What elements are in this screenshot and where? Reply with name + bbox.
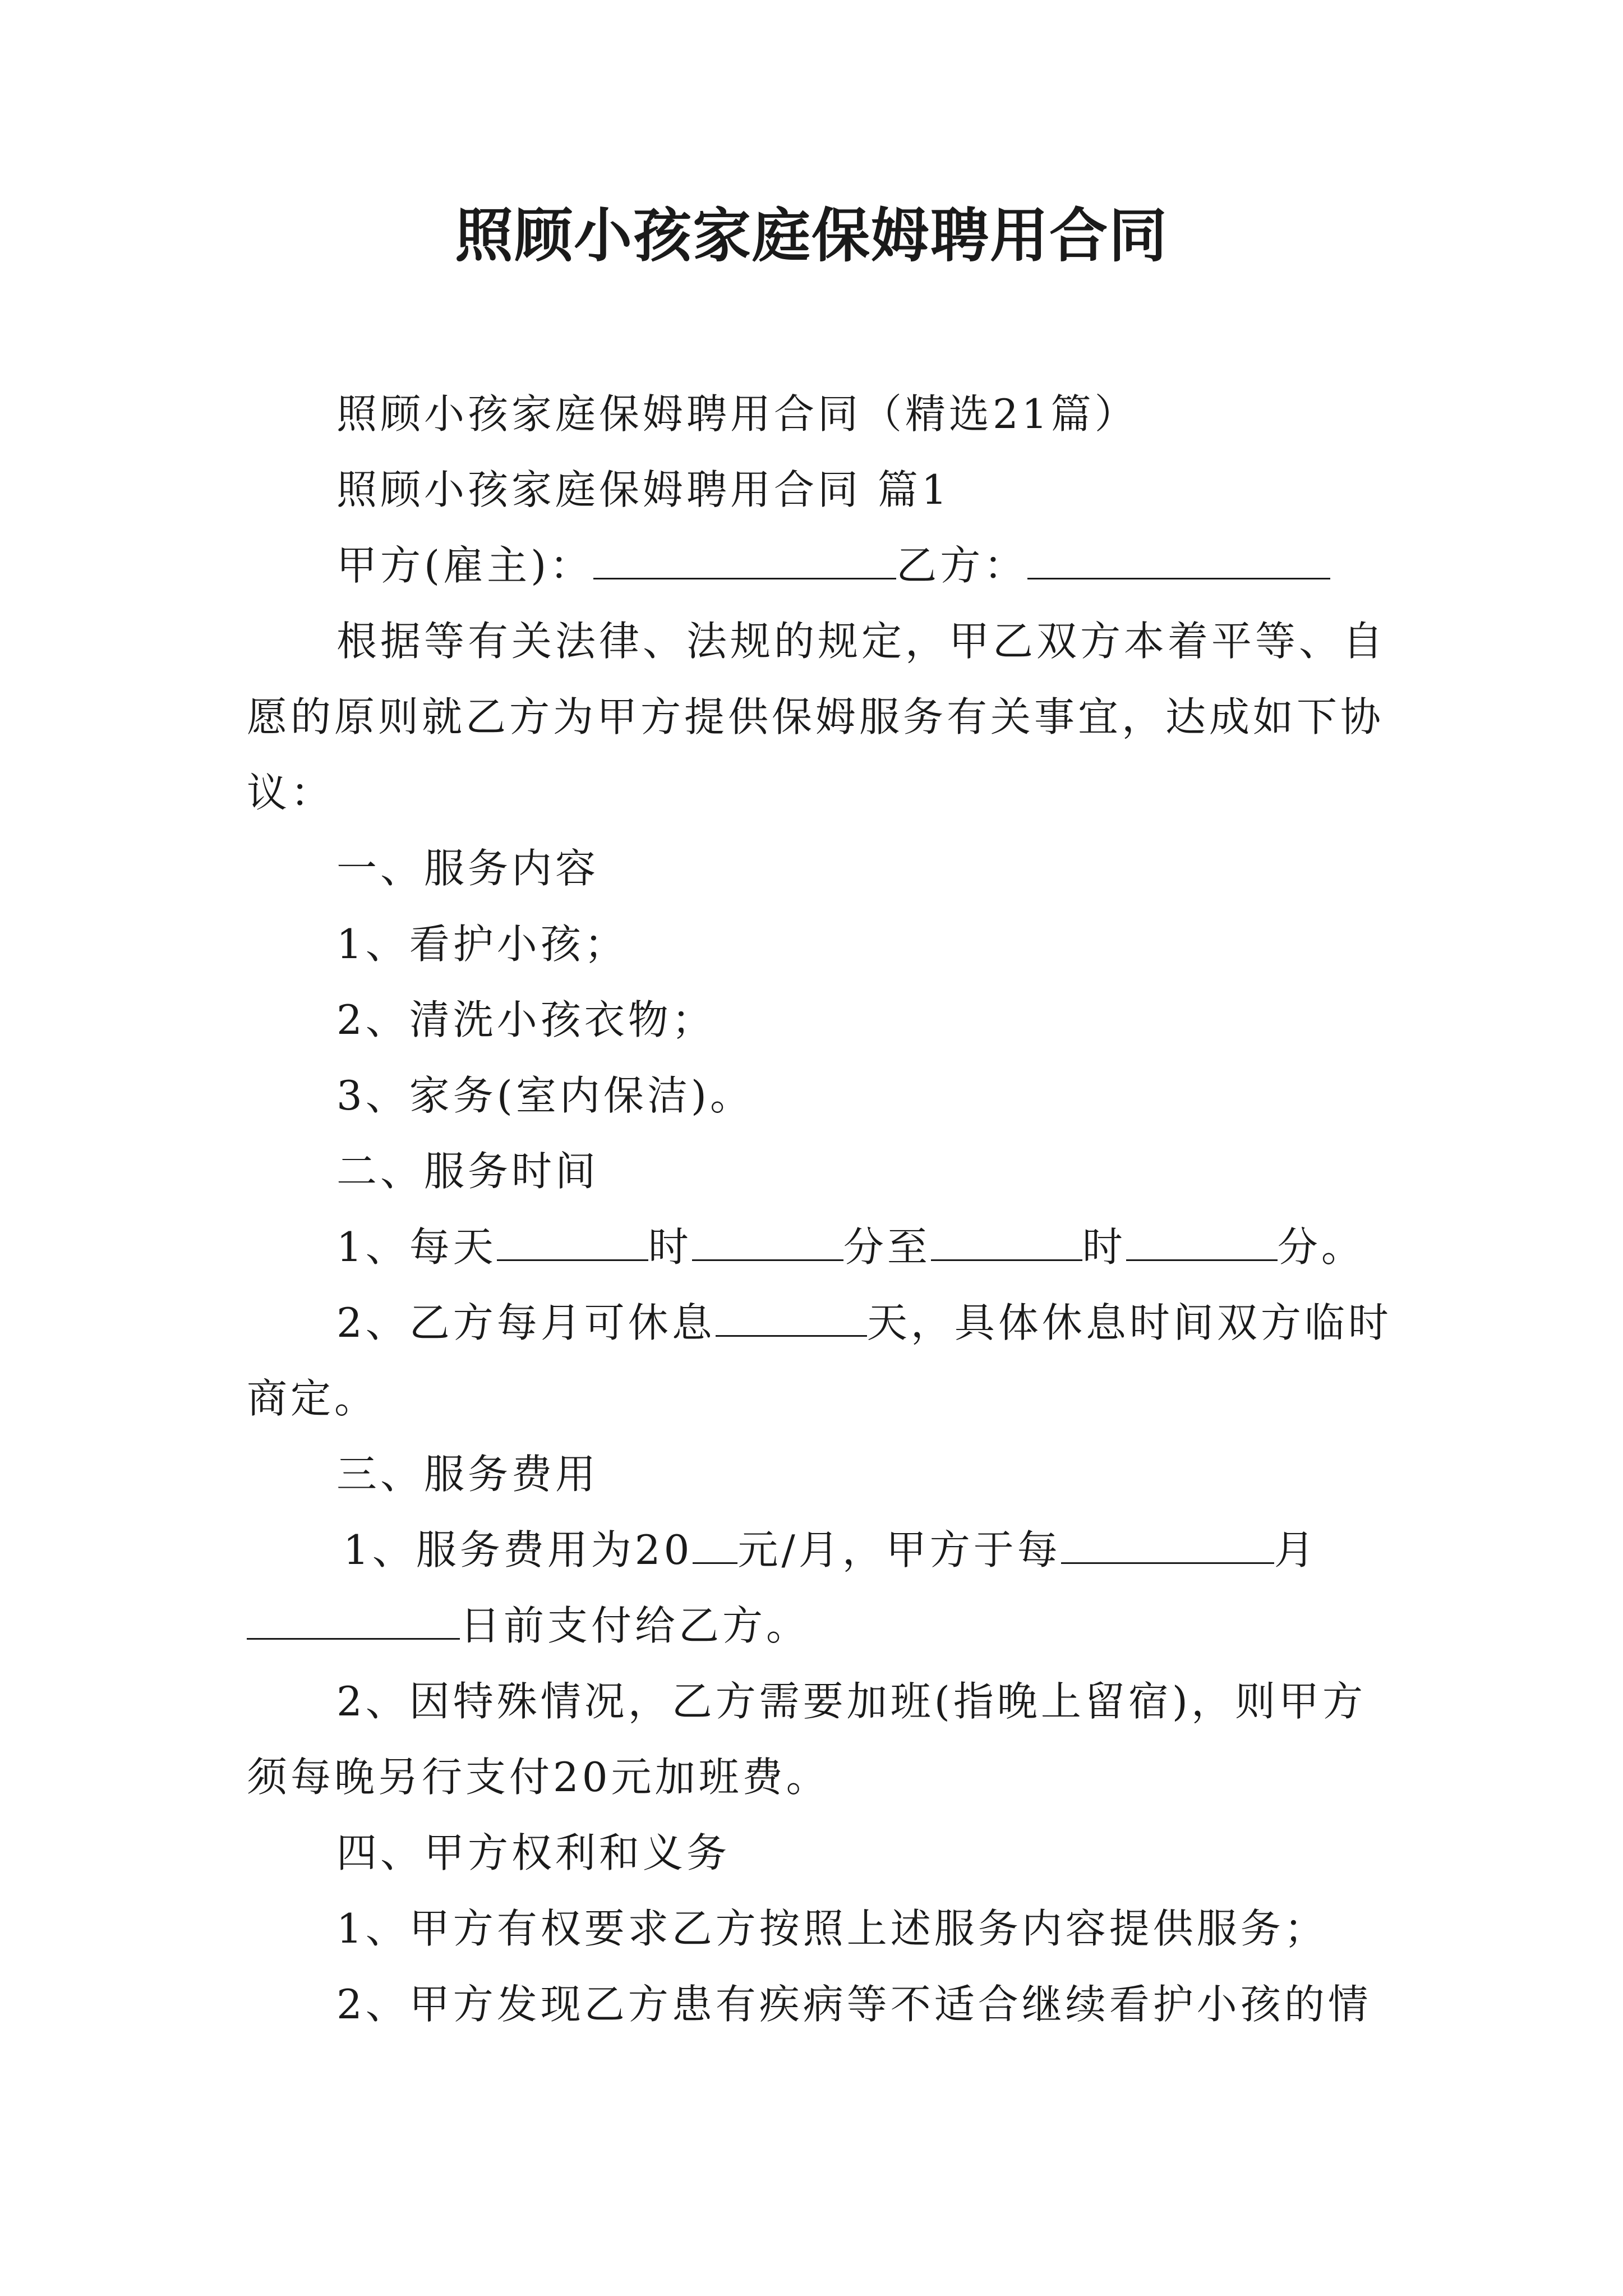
start-hour-blank: [497, 1220, 648, 1261]
paragraph-line: 愿的原则就乙方为甲方提供保姆服务有关事宜，达成如下协: [247, 693, 1385, 740]
fee-blank: [693, 1523, 737, 1564]
paragraph-line: 须每晚另行支付20元加班费。: [247, 1754, 830, 1801]
list-item-line: 1、看护小孩；: [336, 921, 628, 968]
section-heading-line: 二、服务时间: [336, 1148, 600, 1195]
hour-label: 时: [648, 1223, 692, 1271]
section-heading-line: 照顾小孩家庭保姆聘用合同 篇1: [336, 466, 951, 513]
party-a-label: 甲方(雇主)：: [336, 542, 594, 589]
list-item-line: 3、家务(室内保洁)。: [336, 1072, 754, 1119]
party-a-blank: [593, 539, 896, 579]
paragraph-line: 根据等有关法律、法规的规定，甲乙双方本着平等、自: [336, 618, 1387, 665]
rest-days-prefix: 2、乙方每月可休息: [336, 1299, 716, 1346]
section-heading-line: 一、服务内容: [336, 845, 600, 892]
list-item-line: 2、甲方发现乙方患有疾病等不适合继续看护小孩的情: [336, 1981, 1372, 2028]
minute-to-label: 分至: [843, 1223, 931, 1271]
minute-label: 分。: [1277, 1223, 1365, 1271]
party-b-blank: [1027, 539, 1330, 579]
pay-day-line: [247, 1599, 1385, 1653]
end-minute-blank: [1126, 1220, 1278, 1261]
section-heading-line: 三、服务费用: [336, 1451, 600, 1498]
party-b-label: 乙方：: [896, 542, 1028, 589]
pay-month-blank: [1061, 1523, 1274, 1564]
service-time-prefix: 1、每天: [336, 1223, 497, 1271]
document-title: 照顾小孩家庭保姆聘用合同: [454, 201, 1168, 270]
paragraph-line: 商定。: [247, 1375, 379, 1422]
list-item-line: 2、清洗小孩衣物；: [336, 996, 716, 1043]
fee-prefix: 1、服务费用为20: [343, 1526, 693, 1573]
rest-days-line: [336, 1296, 1392, 1350]
rest-days-suffix: 天，具体休息时间双方临时: [866, 1299, 1392, 1346]
parties-line: [336, 539, 1385, 592]
rest-days-blank: [716, 1296, 867, 1337]
month-label: 月: [1274, 1526, 1318, 1573]
fee-line: [343, 1523, 1392, 1577]
service-time-line: [336, 1220, 1385, 1274]
end-hour-blank: [931, 1220, 1082, 1261]
start-minute-blank: [692, 1220, 843, 1261]
hour-label: 时: [1082, 1223, 1126, 1271]
paragraph-line: 议：: [247, 769, 335, 816]
fee-middle: 元/月，甲方于每: [737, 1526, 1061, 1573]
pay-day-suffix: 日前支付给乙方。: [460, 1602, 810, 1649]
subtitle-line: 照顾小孩家庭保姆聘用合同（精选21篇）: [336, 390, 1138, 438]
paragraph-line: 2、因特殊情况，乙方需要加班(指晚上留宿)，则甲方: [336, 1678, 1366, 1725]
list-item-line: 1、甲方有权要求乙方按照上述服务内容提供服务；: [336, 1905, 1328, 1952]
section-heading-line: 四、甲方权利和义务: [336, 1829, 731, 1876]
pay-day-blank: [247, 1599, 460, 1640]
